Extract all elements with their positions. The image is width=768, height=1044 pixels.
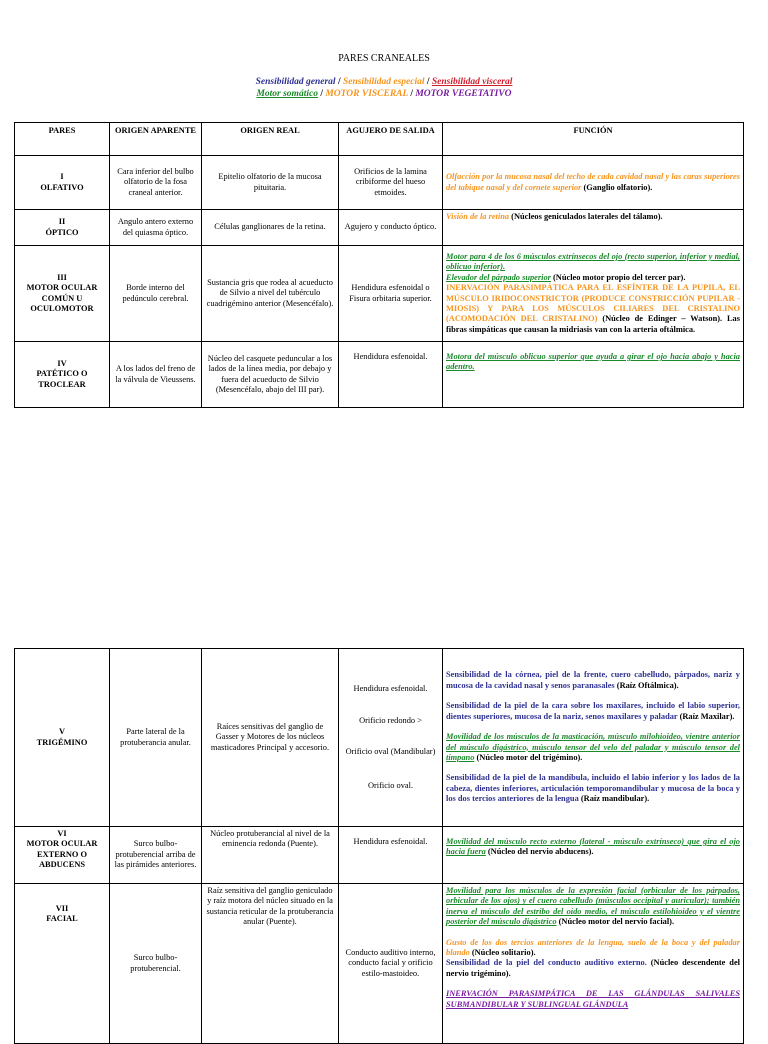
header-agujero: AGUJERO DE SALIDA	[339, 123, 443, 156]
funcion-sensibilidad: Sensibilidad de la piel del conducto auditivo externo.	[446, 958, 647, 968]
legend-sens-especial: Sensibilidad especial	[342, 77, 425, 87]
origen-real-cell: Sustancia gris que rodea al acueducto de Silvio a nivel del tubérculo cuadrigémino anterior (Mesencéfalo).	[202, 246, 339, 342]
par-name: TRIGÉMINO	[36, 737, 88, 747]
legend-sens-visceral: Sensibilidad visceral	[431, 77, 513, 87]
par-cell	[15, 649, 110, 827]
origen-real-cell: Núcleo protuberancial al nivel de la eminencia redonda (Puente).	[202, 827, 339, 884]
funcion-cell	[443, 342, 744, 408]
agujero-cell: Orificios de la lamina cribiforme del hueso etmoides.	[339, 156, 443, 210]
funcion-nucleo: (Núcleos geniculados laterales del tálamo).	[509, 212, 663, 221]
table-row	[15, 884, 744, 1044]
origen-real-cell: Núcleo del casquete peduncular a los lados de la línea media, por debajo y fuera del acueducto de Silvio (Mesencéfalo, abajo del III par).	[202, 342, 339, 408]
header-funcion: FUNCIÓN	[443, 123, 744, 156]
agujero-cell: Hendidura esfenoidal.	[339, 827, 443, 884]
legend-separator: /	[337, 77, 341, 87]
par-cell	[15, 210, 110, 246]
legend-separator: /	[410, 89, 413, 99]
funcion-nucleo: (Núcleo de Edinger – Watson). Las fibras simpáticas que causan la midriasis van con la arteria oftálmica.	[446, 314, 741, 334]
par-number: II	[58, 217, 66, 227]
legend-motor-visceral: MOTOR VISCERAL	[325, 89, 408, 99]
table-row	[15, 210, 744, 246]
funcion-gusto: Gusto de los dos tercios anteriores de la lengua, suelo de la boca y del paladar blando	[446, 937, 740, 958]
origen-aparente-cell: Parte lateral de la protuberancia anular.	[110, 649, 202, 827]
agujero-item: Orificio oval (Mandibular)	[345, 746, 436, 756]
funcion-elevador: Elevador del párpado superior	[446, 272, 551, 282]
funcion-cell	[443, 210, 744, 246]
funcion-raiz: (Raíz Maxilar).	[677, 711, 735, 721]
par-cell	[15, 156, 110, 210]
funcion-nucleo: (Núcleo descendente del nervio trigémino).	[446, 958, 740, 978]
origen-aparente-cell: Surco bulbo-protuberencial arriba de las pirámides anteriores.	[110, 827, 202, 884]
funcion-cell	[443, 649, 744, 827]
funcion-raiz: (Raíz Oftálmica).	[614, 680, 679, 690]
par-cell	[15, 342, 110, 408]
funcion-motor: Motor para 4 de los 6 músculos extrínsecos del ojo (recto superior, inferior y medial, oblicuo inferior).	[446, 251, 740, 272]
par-name: FACIAL	[46, 914, 78, 924]
funcion-nucleo: (Ganglio olfatorio).	[581, 182, 653, 192]
funcion-text: Movilidad del músculo recto externo (lateral - músculo extrínseco) que gira el ojo hacia fuera	[446, 837, 740, 857]
page-title: PARES CRANEALES	[338, 53, 430, 64]
cranial-nerves-table-2	[14, 648, 744, 1044]
par-number: V	[58, 727, 66, 737]
funcion-raiz: (Raíz mandibular).	[578, 794, 650, 804]
funcion-nucleo: (Núcleo motor del trigémino).	[474, 752, 583, 762]
table-row	[15, 342, 744, 408]
par-name: ÓPTICO	[45, 227, 79, 237]
funcion-cell	[443, 884, 744, 1044]
table-row	[15, 649, 744, 827]
legend-separator: /	[320, 89, 323, 99]
origen-real-cell: Raíces sensitivas del ganglio de Gasser y Motores de los núcleos masticadores Principal y accesorio.	[202, 649, 339, 827]
par-number: I	[60, 172, 64, 182]
funcion-cell	[443, 156, 744, 210]
header-origen-real: ORIGEN REAL	[202, 123, 339, 156]
funcion-motor: Movilidad para los músculos de la expresión facial (orbicular de los párpados, orbicular de los ojos) y el cuero cabelludo (músculos occipital y auricular); también inerva el músculo del estribo del oído medio, el músculo estilohioideo y el vientre posterior del músculo digástrico	[446, 886, 740, 927]
par-name: MOTOR OCULAR COMÚN U OCULOMOTOR	[26, 283, 98, 313]
legend-separator: /	[426, 77, 430, 87]
table-row	[15, 246, 744, 342]
par-name: MOTOR OCULAR EXTERNO O ABDUCENS	[26, 839, 98, 870]
origen-aparente-cell: Surco bulbo-protuberencial.	[110, 884, 202, 1044]
agujero-cell: Hendidura esfenoidal o Fisura orbitaria superior.	[339, 246, 443, 342]
par-name: OLFATIVO	[40, 182, 84, 192]
agujero-item: Orificio redondo >	[359, 716, 422, 726]
funcion-nucleo: (Núcleo motor propio del tercer par).	[550, 272, 686, 282]
par-number: IV	[57, 358, 67, 368]
table-row	[15, 827, 744, 884]
funcion-text: Visión de la retina	[446, 212, 510, 221]
funcion-oftalmica: Sensibilidad de la córnea, piel de la frente, cuero cabelludo, párpados, nariz y mucosa de la cavidad nasal y senos paranasales	[446, 670, 740, 690]
agujero-cell: Hendidura esfenoidal.	[339, 342, 443, 408]
funcion-mandibular: Sensibilidad de la piel de la mandíbula, incluido el labio inferior y los lados de la cabeza, dientes inferiores, articulación temporomandibular y mucosa de la boca y los dos tercios anteriores de la lengua	[446, 773, 740, 804]
legend-sensibilidad	[0, 76, 768, 88]
par-cell	[15, 884, 110, 1044]
par-number: III	[57, 272, 67, 282]
cranial-nerves-table-1	[14, 122, 744, 408]
funcion-maxilar: Sensibilidad de la piel de la cara sobre los maxilares, incluido el labio superior, dientes superiores, mucosa de la nariz, senos maxilares y paladar	[446, 701, 740, 721]
origen-aparente-cell: Angulo antero externo del quiasma óptico.	[110, 210, 202, 246]
legend-sens-general: Sensibilidad general	[255, 77, 336, 87]
funcion-nucleo: (Núcleo del nervio abducens).	[485, 847, 594, 857]
legend-motor	[0, 88, 768, 100]
funcion-cell	[443, 827, 744, 884]
agujero-cell	[339, 649, 443, 827]
origen-aparente-cell: Borde interno del pedúnculo cerebral.	[110, 246, 202, 342]
par-cell	[15, 827, 110, 884]
funcion-motor: Movilidad de los músculos de la masticación, músculo milohioideo, vientre anterior del músculo digástrico, músculo tensor del velo del paladar y músculo tensor del tímpano	[446, 732, 740, 762]
origen-real-cell: Raíz sensitiva del ganglio geniculado y raíz motora del núcleo situado en la sustancia reticular de la protuberancia anular (Puente).	[202, 884, 339, 1044]
funcion-cell	[443, 246, 744, 342]
par-cell	[15, 246, 110, 342]
origen-aparente-cell: Cara inferior del bulbo olfatorio de la fosa craneal anterior.	[110, 156, 202, 210]
funcion-nucleo: (Núcleo solitario).	[469, 948, 536, 958]
header-pares: PARES	[15, 123, 110, 156]
funcion-text: Olfacción por la mucosa nasal del techo de cada cavidad nasal y las caras superiores del tabique nasal y del cornete superior	[446, 172, 740, 192]
legend-motor-vegetativo: MOTOR VEGETATIVO	[415, 89, 512, 99]
agujero-cell: Conducto auditivo interno, conducto facial y orificio estilo-mastoideo.	[339, 884, 443, 1044]
agujero-cell: Agujero y conducto óptico.	[339, 210, 443, 246]
agujero-item: Hendidura esfenoidal.	[353, 683, 428, 693]
table-header-row	[15, 123, 744, 156]
funcion-parasimpatica: INERVACIÓN PARASIMPÁTICA DE LAS GLÁNDULAS SALIVALES SUBMANDIBULAR Y SUBLINGUAL GLÁNDULA	[446, 989, 740, 1009]
table-row	[15, 156, 744, 210]
funcion-parasimpatica: INERVACIÓN PARASIMPÁTICA PARA EL ESFÍNTER DE LA PUPILA, EL MÚSCULO IRIDOCONSTRICTOR (PRODUCE CONSTRICCIÓN PUPILAR - MIOSIS) Y PARA LOS MÚSCULOS CILIARES DEL CRISTALINO (ACOMODACIÓN DEL CRISTALINO)	[446, 283, 740, 324]
par-number: VII	[55, 904, 69, 913]
par-number: VI	[57, 829, 67, 838]
origen-real-cell: Epitelio olfatorio de la mucosa pituitaria.	[202, 156, 339, 210]
agujero-item: Orificio oval.	[367, 780, 414, 790]
header-origen-aparente: ORIGEN APARENTE	[110, 123, 202, 156]
origen-aparente-cell: A los lados del freno de la válvula de Vieussens.	[110, 342, 202, 408]
funcion-text: Motora del músculo oblicuo superior que ayuda a girar el ojo hacia abajo y hacia adentro.	[446, 352, 740, 372]
par-name: PATÉTICO O TROCLEAR	[36, 369, 88, 389]
funcion-nucleo: (Núcleo motor del nervio facial).	[556, 917, 675, 927]
legend-motor-somatico: Motor somático	[256, 89, 318, 99]
origen-real-cell: Células ganglionares de la retina.	[202, 210, 339, 246]
